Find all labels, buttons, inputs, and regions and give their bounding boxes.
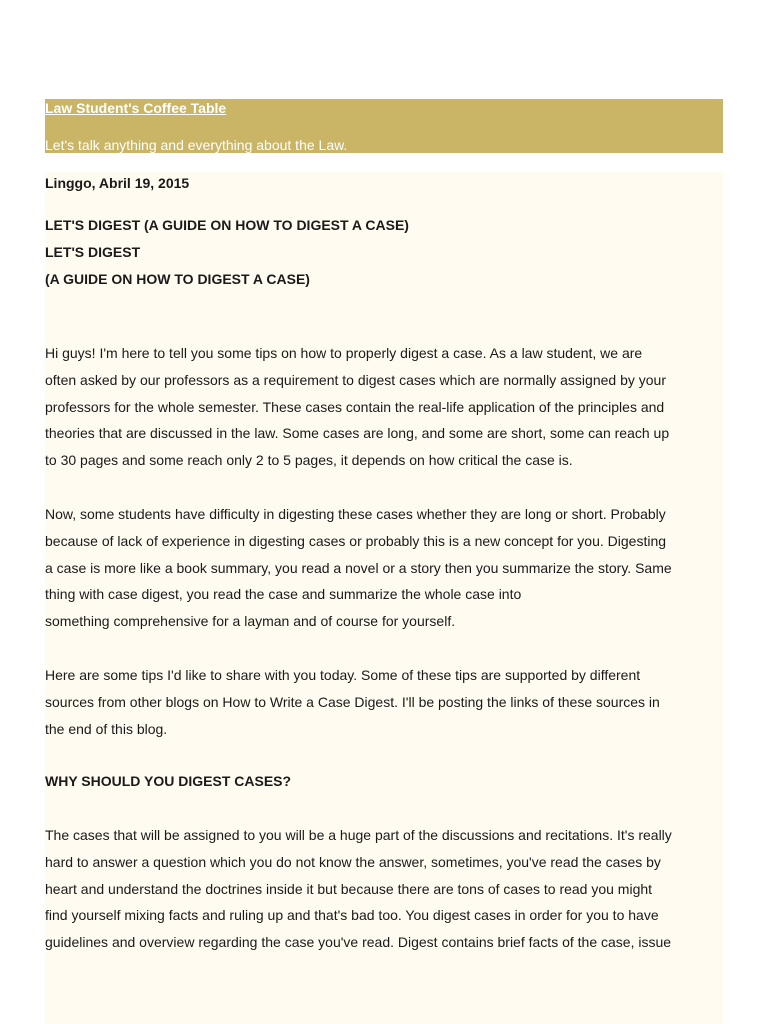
text-line: hard to answer a question which you do not know the answer, sometimes, you've read the cases by [45, 853, 661, 870]
text-line: something comprehensive for a layman and of course for yourself. [45, 613, 456, 630]
post-title-line: LET'S DIGEST (A GUIDE ON HOW TO DIGEST A CASE) [45, 217, 409, 233]
paragraph-difficulty [45, 501, 672, 635]
text-line: to 30 pages and some reach only 2 to 5 pages, it depends on how critical the case is. [45, 452, 573, 469]
text-line: the end of this blog. [45, 720, 168, 737]
text-line: heart and understand the doctrines inside it but because there are tons of cases to read you might [45, 880, 653, 897]
text-line: theories that are discussed in the law. Some cases are long, and some are short, some can reach up [45, 425, 670, 442]
blog-tagline: Let's talk anything and everything about the Law. [45, 137, 348, 153]
text-line: Now, some students have difficulty in digesting these cases whether they are long or short. Probably [45, 506, 666, 522]
text-line: Hi guys! I'm here to tell you some tips on how to properly digest a case. As a law student, we are [45, 345, 643, 361]
blog-header [45, 99, 723, 153]
post-title-line: LET'S DIGEST [45, 244, 141, 260]
paragraph-intro [45, 340, 669, 474]
text-line: The cases that will be assigned to you will be a huge part of the discussions and recitations. It's really [45, 827, 672, 843]
paragraph-why [45, 822, 672, 956]
post-body [45, 172, 723, 1024]
text-line: guidelines and overview regarding the case you've read. Digest contains brief facts of the case, issue [45, 934, 672, 951]
text-line: thing with case digest, you read the case and summarize the whole case into [45, 586, 522, 603]
post-date: Linggo, Abril 19, 2015 [45, 175, 190, 191]
text-line: often asked by our professors as a requirement to digest cases which are normally assigned by your [45, 371, 666, 388]
paragraph-tips [45, 662, 660, 742]
text-line: sources from other blogs on How to Write a Case Digest. I'll be posting the links of these sources in [45, 693, 660, 710]
post-title-line: (A GUIDE ON HOW TO DIGEST A CASE) [45, 271, 310, 287]
blog-title-link[interactable]: Law Student's Coffee Table [45, 100, 227, 116]
post-title [45, 212, 409, 293]
text-line: find yourself mixing facts and ruling up and that's bad too. You digest cases in order for you to have [45, 907, 659, 924]
text-line: a case is more like a book summary, you read a novel or a story then you summarize the story. Same [45, 559, 672, 576]
section-heading: WHY SHOULD YOU DIGEST CASES? [45, 773, 292, 789]
text-line: Here are some tips I'd like to share with you today. Some of these tips are supported by different [45, 667, 641, 683]
text-line: professors for the whole semester. These cases contain the real-life application of the principles and [45, 398, 665, 415]
text-line: because of lack of experience in digesting cases or probably this is a new concept for you. Digesting [45, 532, 667, 549]
